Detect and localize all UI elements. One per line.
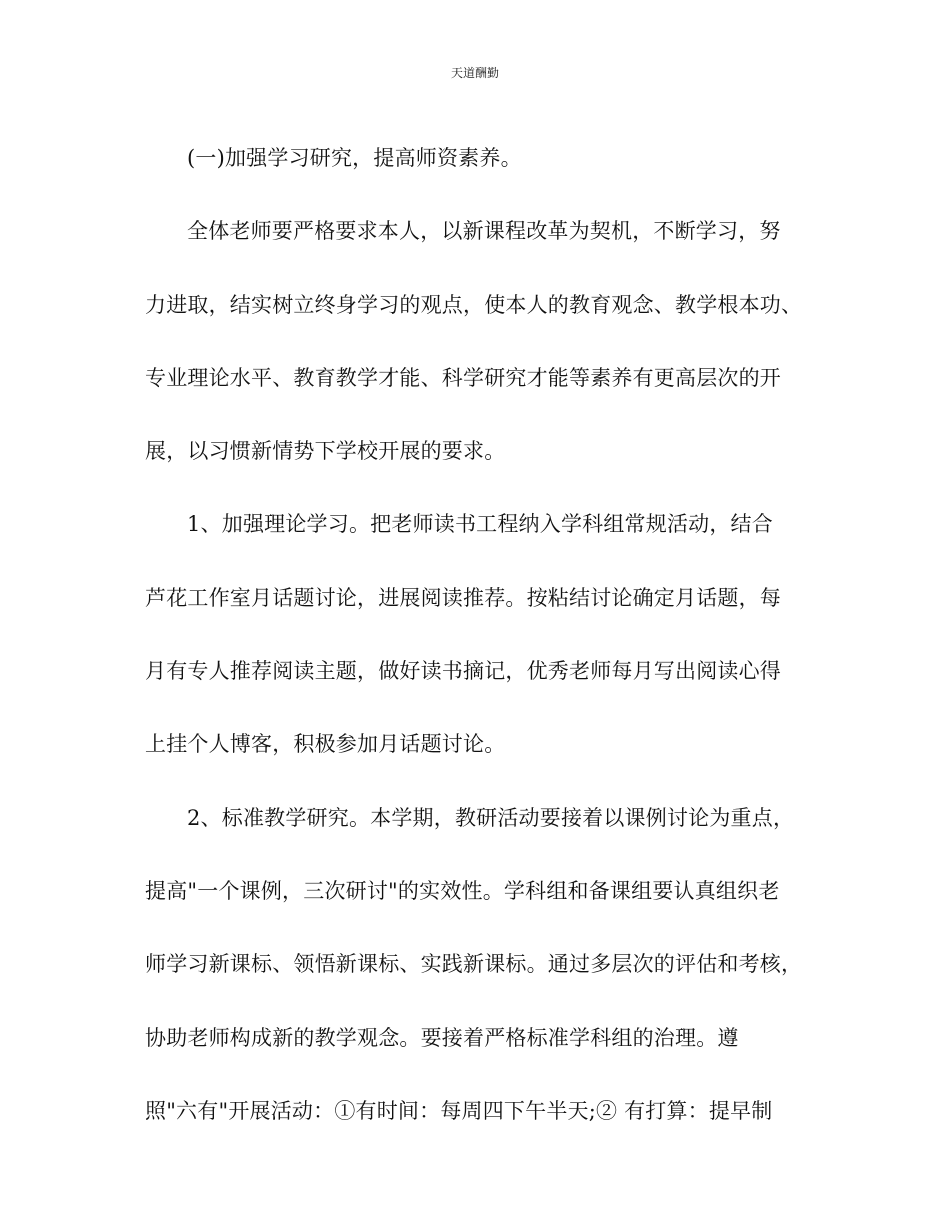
paragraph-line: 协助老师构成新的教学观念。要接着严格标准学科组的治理。遵 [145, 1025, 739, 1050]
paragraph-line: 1、加强理论学习。把老师读书工程纳入学科组常规活动，结合 [187, 512, 773, 537]
paragraph-line: 展，以习惯新情势下学校开展的要求。 [145, 439, 506, 464]
paragraph-line: 芦花工作室月话题讨论，进展阅读推荐。按粘结讨论确定月话题，每 [145, 585, 781, 610]
paragraph-line: 力进取，结实树立终身学习的观点，使本人的教育观念、教学根本功、 [145, 292, 803, 317]
section-heading: (一)加强学习研究，提高师资素养。 [187, 146, 522, 170]
paragraph-line: 月有专人推荐阅读主题，做好读书摘记，优秀老师每月写出阅读心得 [145, 659, 781, 684]
paragraph-line: 提高"一个课例，三次研讨"的实效性。学科组和备课组要认真组织老 [145, 878, 780, 903]
paragraph-line: 全体老师要严格要求本人，以新课程改革为契机，不断学习，努 [187, 219, 781, 244]
paragraph-line: 师学习新课标、领悟新课标、实践新课标。通过多层次的评估和考核， [145, 952, 803, 977]
paragraph-line: 上挂个人博客，积极参加月话题讨论。 [145, 732, 506, 757]
paragraph-line: 2、标准教学研究。本学期，教研活动要接着以课例讨论为重点， [187, 805, 795, 830]
paragraph-line: 专业理论水平、教育教学才能、科学研究才能等素养有更高层次的开 [145, 365, 781, 390]
paragraph-line: 照"六有"开展活动：①有时间：每周四下午半天;② 有打算：提早制 [145, 1098, 773, 1123]
document-body [145, 138, 815, 1164]
page-header: 天道酬勤 [450, 66, 499, 80]
